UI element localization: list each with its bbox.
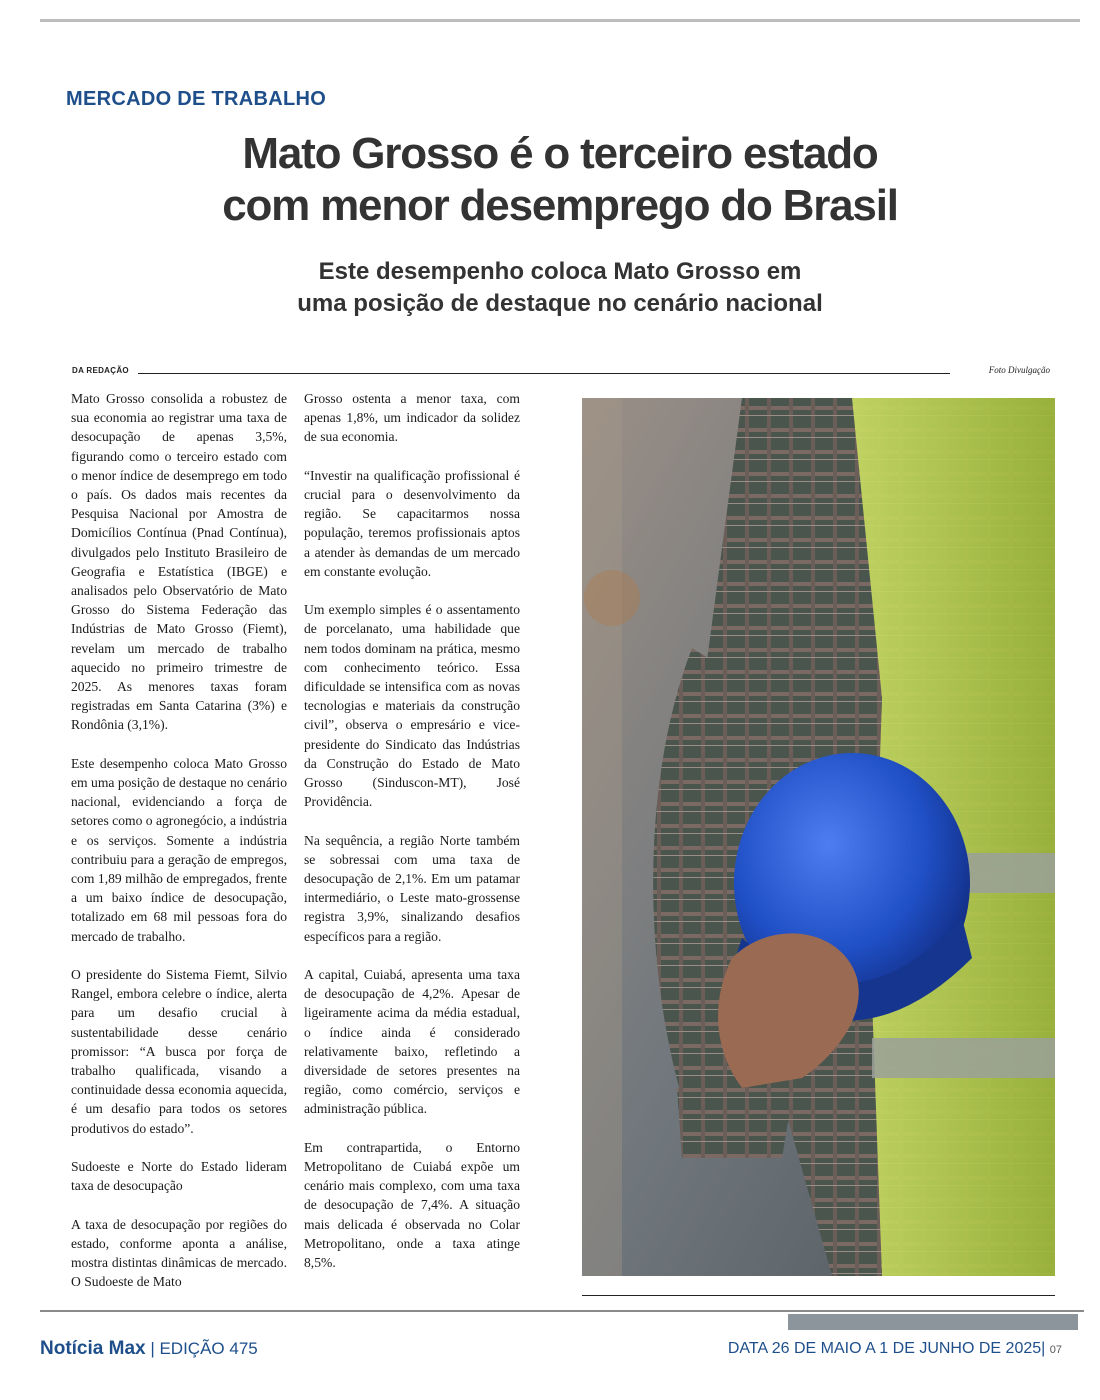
paragraph: Na sequência, a região Norte também se sobressai com uma taxa de desocupação de 2,1%. Em um patamar intermediário, o Leste mato-grossense registra 3,9%, sinalizando desafios específicos para a região. (304, 832, 520, 944)
footer-date (728, 1340, 1062, 1358)
footer-bar (788, 1314, 1078, 1330)
publication-name: Notícia Max (40, 1338, 146, 1359)
intertitle: Sudoeste e Norte do Estado lideram taxa de desocupação (71, 1159, 287, 1194)
subheadline-line-1: Este desempenho coloca Mato Grosso em (318, 258, 802, 285)
subheadline-line-2: uma posição de destaque no cenário nacional (297, 290, 823, 317)
section-label: MERCADO DE TRABALHO (66, 88, 327, 110)
worker-photo-illustration (582, 398, 1055, 1276)
headline-line-2: com menor desemprego do Brasil (222, 181, 898, 230)
byline-rule (138, 373, 950, 374)
article-column-1 (71, 389, 287, 1311)
byline-row (72, 366, 1050, 380)
photo-rule (582, 1295, 1055, 1296)
paragraph: Este desempenho coloca Mato Grosso em uma posição de destaque no cenário nacional, evidenciando a força de setores como o agronegócio, a indústria e os serviços. Somente a indústria contribuiu para a geração de empregos, com 1,89 milhão de empregados, frente a um baixo índice de desocupação, totalizado em 68 mil pessoas fora do mercado de trabalho. (71, 755, 287, 944)
photo-credit: Foto Divulgação (988, 365, 1050, 375)
footer-publication (40, 1338, 258, 1360)
paragraph: “Investir na qualificação profissional é crucial para o desenvolvimento da região. Se capacitarmos nossa população, teremos profissionais aptos a atender às demandas de um mercado em constante evolução. (304, 467, 520, 579)
paragraph: Um exemplo simples é o assentamento de porcelanato, uma habilidade que nem todos dominam na prática, mesmo com conhecimento teórico. Essa dificuldade se intensifica com as novas tecnologias e materiais da construção civil”, observa o empresário e vice-presidente do Sindicato das Indústrias da Construção do Estado de Mato Grosso (Sinduscon-MT), José Providência. (304, 602, 520, 810)
paragraph: O presidente do Sistema Fiemt, Silvio Rangel, embora celebre o índice, alerta para um desafio crucial à sustentabilidade desse cenário promissor: “A busca por força de trabalho qualificada, visando a continuidade dessa economia aquecida, é um desafio para todos os setores produtivos do estado”. (71, 967, 287, 1136)
issue-date: DATA 26 DE MAIO A 1 DE JUNHO DE 2025| (727, 1340, 1046, 1357)
article-column-2 (304, 389, 520, 1291)
paragraph: A capital, Cuiabá, apresenta uma taxa de desocupação de 4,2%. Apesar de ligeiramente acima da média estadual, o índice ainda é considerado relativamente baixo, refletindo a diversidade de setores presentes na região, como comércio, serviços e administração pública. (304, 967, 520, 1117)
headline (0, 128, 1100, 232)
top-rule (40, 19, 1080, 22)
paragraph: Grosso ostenta a menor taxa, com apenas 1,8%, um indicador da solidez de sua economia. (304, 391, 520, 445)
paragraph: Em contrapartida, o Entorno Metropolitano de Cuiabá expõe um cenário mais complexo, com uma taxa de desocupação de 7,4%. A situação mais delicada é observada no Colar Metropolitano, onde a taxa atinge 8,5%. (304, 1139, 520, 1271)
subheadline (0, 256, 1100, 320)
byline: DA REDAÇÃO (72, 366, 129, 375)
headline-line-1: Mato Grosso é o terceiro estado (242, 129, 878, 178)
page-number: 07 (1049, 1344, 1062, 1356)
footer-rule (40, 1310, 1084, 1312)
paragraph: A taxa de desocupação por regiões do estado, conforme aponta a análise, mostra distintas dinâmicas de mercado. O Sudoeste de Mato (71, 1216, 287, 1290)
paragraph: Mato Grosso consolida a robustez de sua economia ao registrar uma taxa de desocupação de apenas 3,5%, figurando como o terceiro estado com o menor índice de desemprego em todo o país. Os dados mais recentes da Pesquisa Nacional por Amostra de Domicílios Contínua (Pnad Contínua), divulgados pelo Instituto Brasileiro de Geografia e Estatística (IBGE) e analisados pelo Observatório de Mato Grosso do Sistema Federação das Indústrias de Mato Grosso (Fiemt), revelam um mercado de trabalho aquecido no primeiro trimestre de 2025. As menores taxas foram registradas em Santa Catarina (3%) e Rondônia (3,1%). (71, 391, 287, 733)
edition-number: | EDIÇÃO 475 (150, 1339, 258, 1358)
article-photo (582, 398, 1055, 1276)
